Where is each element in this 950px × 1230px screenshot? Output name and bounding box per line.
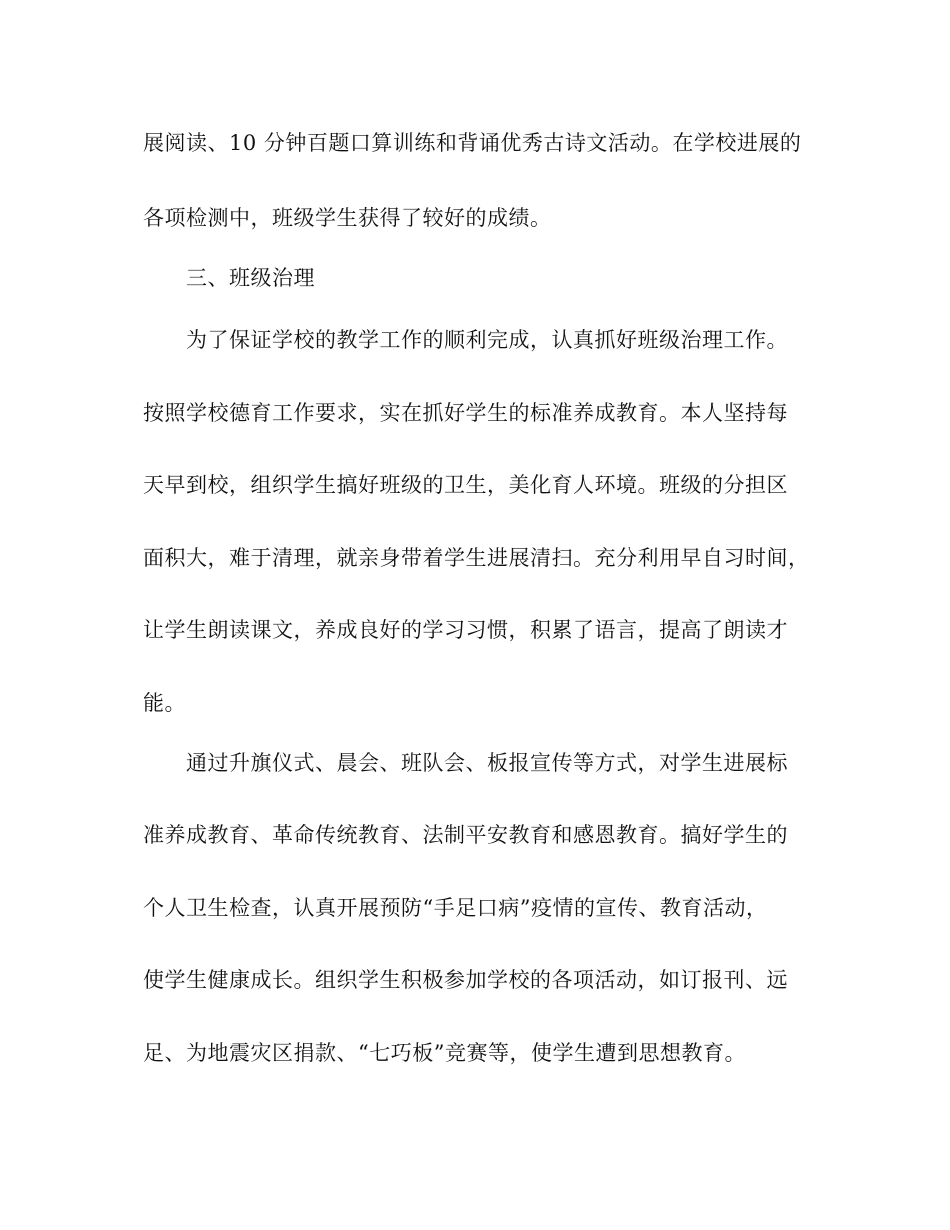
text-line: 展阅读、10 分钟百题口算训练和背诵优秀古诗文活动。在学校进展的: [143, 131, 802, 155]
text-line: 按照学校德育工作要求，实在抓好学生的标准养成教育。本人坚持每: [143, 401, 788, 425]
text-line: 使学生健康成长。组织学生积极参加学校的各项活动，如订报刊、远: [143, 968, 788, 992]
text-line: 通过升旗仪式、晨会、班队会、板报宣传等方式，对学生进展标: [186, 751, 788, 775]
text-line: 为了保证学校的教学工作的顺利完成，认真抓好班级治理工作。: [186, 328, 788, 352]
text-line: 天早到校，组织学生搞好班级的卫生，美化育人环境。班级的分担区: [143, 473, 788, 497]
section-heading: 三、班级治理: [186, 266, 315, 290]
text-line: 各项检测中，班级学生获得了较好的成绩。: [143, 206, 552, 230]
text-line: 个人卫生检查，认真开展预防“手足口病”疫情的宣传、教育活动，: [143, 896, 768, 920]
text-line: 让学生朗读课文，养成良好的学习习惯，积累了语言，提高了朗读才: [143, 618, 788, 642]
text-line: 能。: [143, 691, 186, 715]
text-line: 足、为地震灾区捐款、“七巧板”竞赛等，使学生遭到思想教育。: [143, 1041, 746, 1065]
text-line: 准养成教育、革命传统教育、法制平安教育和感恩教育。搞好学生的: [143, 823, 788, 847]
text-line: 面积大，难于清理，就亲身带着学生进展清扫。充分利用早自习时间，: [143, 546, 810, 570]
